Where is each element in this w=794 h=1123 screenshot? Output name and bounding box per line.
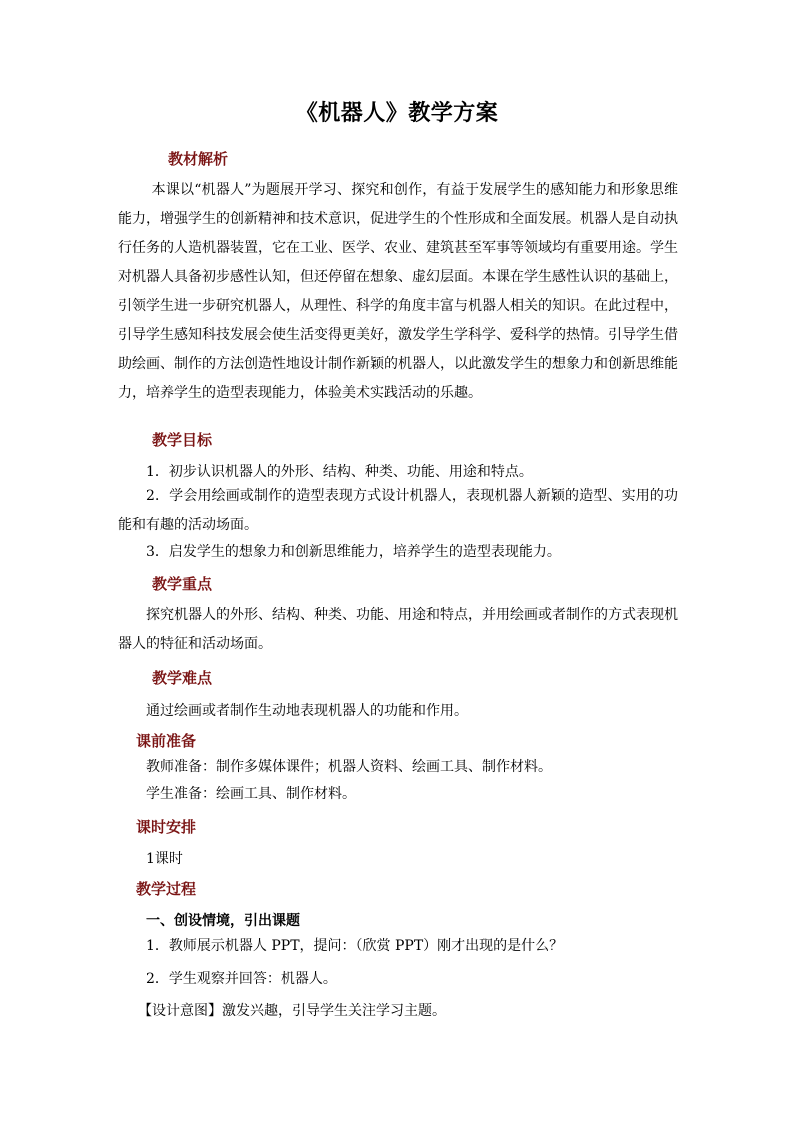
teacher-preparation: 教师准备：制作多媒体课件；机器人资料、绘画工具、制作材料。 — [146, 759, 552, 775]
schedule-text: 1课时 — [146, 851, 183, 867]
process-step-1-title: 一、创设情境，引出课题 — [146, 913, 300, 929]
document-title: 《机器人》教学方案 — [295, 100, 499, 126]
process-step-1-item-1: 1．教师展示机器人 PPT，提问：（欣赏 PPT）刚才出现的是什么？ — [146, 938, 564, 954]
heading-process: 教学过程 — [136, 880, 197, 898]
design-intent: 【设计意图】激发兴趣，引导学生关注学习主题。 — [138, 1003, 446, 1019]
key-points-paragraph: 探究机器人的外形、结构、种类、功能、用途和特点，并用绘画或者制作的方式表现机器人的特征和活动场面。 — [118, 607, 678, 652]
goal-item-3: 3．启发学生的想象力和创新思维能力，培养学生的造型表现能力。 — [146, 544, 561, 560]
heading-goals: 教学目标 — [152, 431, 213, 449]
difficulties-text: 通过绘画或者制作生动地表现机器人的功能和作用。 — [146, 703, 468, 719]
student-preparation: 学生准备：绘画工具、制作材料。 — [146, 786, 356, 802]
heading-analysis: 教材解析 — [168, 150, 229, 168]
heading-schedule: 课时安排 — [136, 818, 197, 836]
heading-preparation: 课前准备 — [136, 732, 197, 750]
heading-key-points: 教学重点 — [152, 575, 213, 593]
analysis-paragraph: 本课以“机器人”为题展开学习、探究和创作，有益于发展学生的感知能力和形象思维能力，增强学生的创新精神和技术意识，促进学生的个性形成和全面发展。机器人是自动执行任务的人造机器装置，它在工业、医学、农业、建筑甚至军事等领域均有重要用途。学生对机器人具备初步感性认知，但还停留在想象、虚幻层面。本课在学生感性认识的基础上，引领学生进一步研究机器人，从理性、科学的角度丰富与机器人相关的知识。在此过程中，引导学生感知科技发展会使生活变得更美好，激发学生学科学、爱科学的热情。引导学生借助绘画、制作的方法创造性地设计制作新颖的机器人，以此激发学生的想象力和创新思维能力，培养学生的造型表现能力，体验美术实践活动的乐趣。 — [118, 182, 678, 401]
heading-difficulties: 教学难点 — [152, 669, 213, 687]
goal-item-2: 2．学会用绘画或制作的造型表现方式设计机器人，表现机器人新颖的造型、实用的功能和有趣的活动场面。 — [118, 488, 678, 533]
goal-item-1: 1．初步认识机器人的外形、结构、种类、功能、用途和特点。 — [146, 464, 533, 480]
process-step-1-item-2: 2．学生观察并回答：机器人。 — [146, 971, 337, 987]
